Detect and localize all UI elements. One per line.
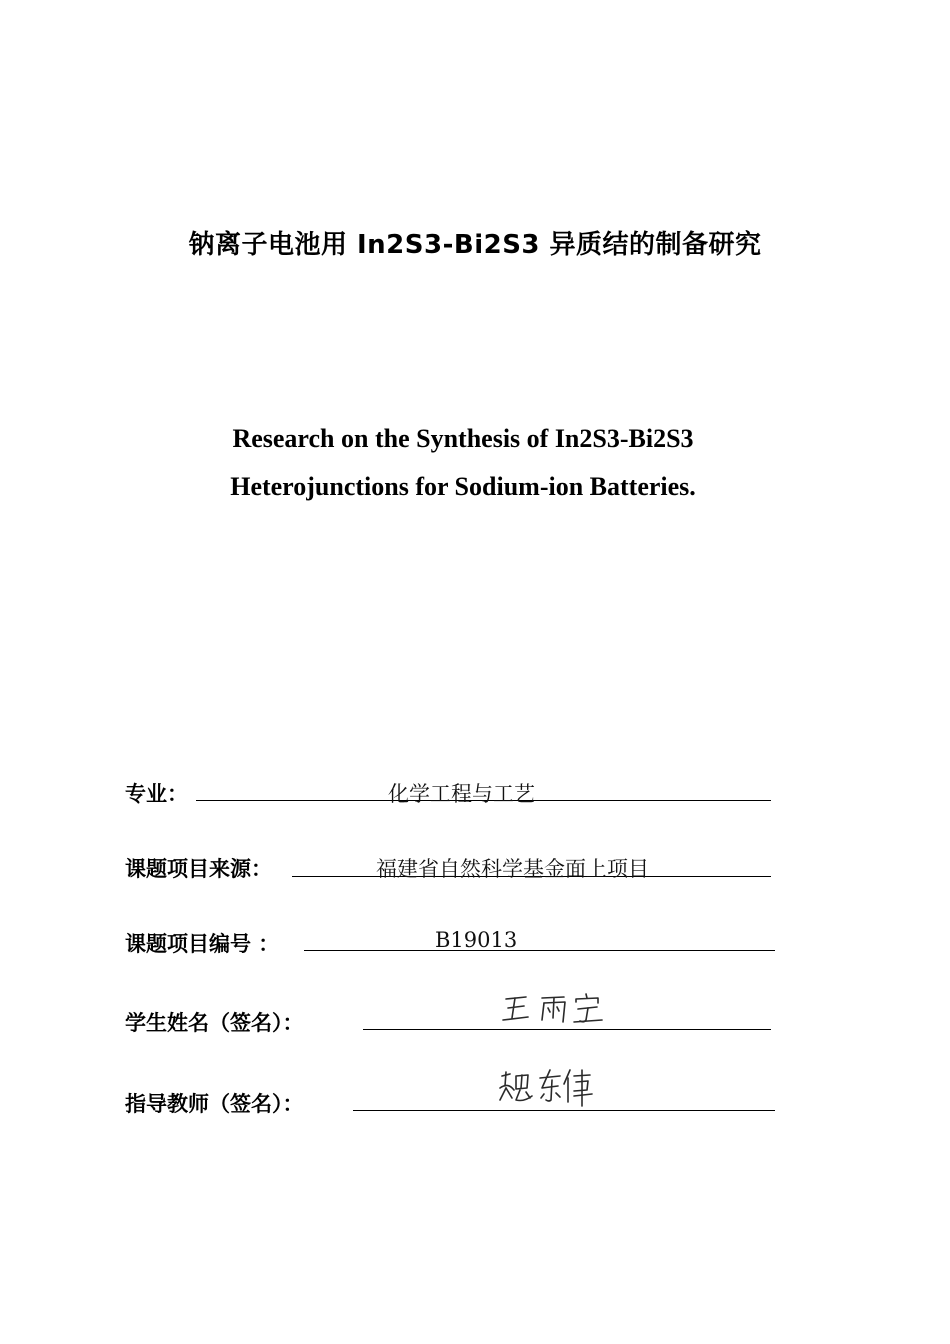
supervisor-underline <box>353 1110 775 1111</box>
student-signature <box>498 990 610 1030</box>
thesis-title-english-line-1: Research on the Synthesis of In2S3-Bi2S3 <box>232 424 694 453</box>
thesis-title-chinese: 钠离子电池用 In2S3-Bi2S3 异质结的制备研究 <box>188 230 762 260</box>
project-source-value: 福建省自然科学基金面上项目 <box>376 857 649 881</box>
supervisor-signature <box>496 1066 600 1108</box>
project-source-label: 课题项目来源： <box>125 857 272 881</box>
project-number-value: B19013 <box>435 928 518 952</box>
major-value: 化学工程与工艺 <box>388 782 535 806</box>
project-number-label: 课题项目编号 ： <box>125 932 280 956</box>
project-number-underline <box>304 950 775 951</box>
student-name-label: 学生姓名（签名）： <box>125 1011 304 1035</box>
thesis-title-english-line-2: Heterojunctions for Sodium-ion Batteries. <box>230 472 696 501</box>
major-label: 专业： <box>125 782 188 806</box>
supervisor-label: 指导教师（签名）： <box>125 1092 304 1116</box>
